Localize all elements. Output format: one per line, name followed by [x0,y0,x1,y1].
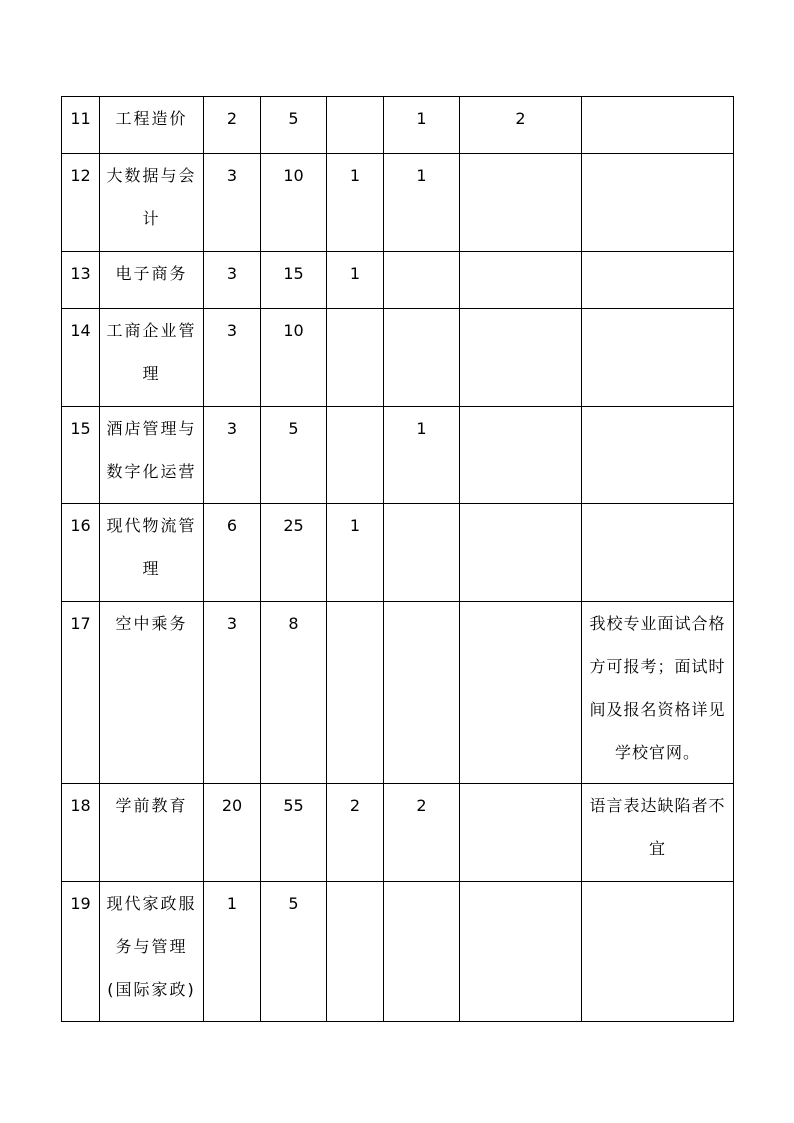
plan-value: 2 [384,784,460,882]
plan-value: 20 [204,784,261,882]
enrollment-plan-table [61,96,734,1022]
remark-cell [582,309,734,407]
plan-value [460,784,582,882]
plan-value: 8 [261,602,327,784]
plan-value: 5 [261,407,327,504]
remark-cell [582,252,734,309]
plan-value [384,602,460,784]
major-name: 酒店管理与数字化运营 [100,407,204,504]
table-row [62,97,734,154]
plan-value: 3 [204,252,261,309]
plan-value [460,407,582,504]
row-number: 12 [62,154,100,252]
plan-value: 3 [204,154,261,252]
plan-value [384,252,460,309]
row-number: 16 [62,504,100,602]
remark-cell [582,154,734,252]
plan-value: 15 [261,252,327,309]
plan-value [460,309,582,407]
major-name: 现代物流管理 [100,504,204,602]
plan-value: 6 [204,504,261,602]
plan-value [384,882,460,1022]
plan-value: 3 [204,407,261,504]
plan-value [327,407,384,504]
table-row [62,784,734,882]
plan-value [460,252,582,309]
plan-value: 1 [327,252,384,309]
table-row [62,309,734,407]
plan-value [327,97,384,154]
row-number: 19 [62,882,100,1022]
plan-value: 1 [384,154,460,252]
row-number: 14 [62,309,100,407]
major-name: 电子商务 [100,252,204,309]
row-number: 13 [62,252,100,309]
major-name: 工商企业管理 [100,309,204,407]
remark-cell: 语言表达缺陷者不宜 [582,784,734,882]
plan-value: 2 [204,97,261,154]
plan-value: 1 [384,97,460,154]
plan-value [460,882,582,1022]
plan-value: 5 [261,97,327,154]
row-number: 18 [62,784,100,882]
plan-value [460,504,582,602]
major-name: 空中乘务 [100,602,204,784]
plan-value [384,309,460,407]
row-number: 15 [62,407,100,504]
remark-cell [582,407,734,504]
major-name: 学前教育 [100,784,204,882]
plan-value [327,309,384,407]
plan-value: 2 [460,97,582,154]
plan-value: 10 [261,154,327,252]
remark-cell [582,504,734,602]
remark-cell: 我校专业面试合格方可报考；面试时间及报名资格详见学校官网。 [582,602,734,784]
major-name: 工程造价 [100,97,204,154]
plan-value: 1 [327,504,384,602]
row-number: 11 [62,97,100,154]
table-row [62,602,734,784]
table-row [62,252,734,309]
table-row [62,407,734,504]
table-row [62,504,734,602]
plan-value: 3 [204,309,261,407]
plan-value: 10 [261,309,327,407]
plan-value: 1 [327,154,384,252]
plan-value: 1 [204,882,261,1022]
plan-value: 2 [327,784,384,882]
plan-value: 3 [204,602,261,784]
plan-value [327,882,384,1022]
plan-value: 5 [261,882,327,1022]
remark-cell [582,97,734,154]
table-row [62,882,734,1022]
table-row [62,154,734,252]
plan-value [384,504,460,602]
major-name: 现代家政服务与管理(国际家政) [100,882,204,1022]
row-number: 17 [62,602,100,784]
remark-cell [582,882,734,1022]
major-name: 大数据与会计 [100,154,204,252]
plan-value [327,602,384,784]
plan-value [460,602,582,784]
plan-value [460,154,582,252]
plan-value: 1 [384,407,460,504]
plan-value: 55 [261,784,327,882]
plan-value: 25 [261,504,327,602]
